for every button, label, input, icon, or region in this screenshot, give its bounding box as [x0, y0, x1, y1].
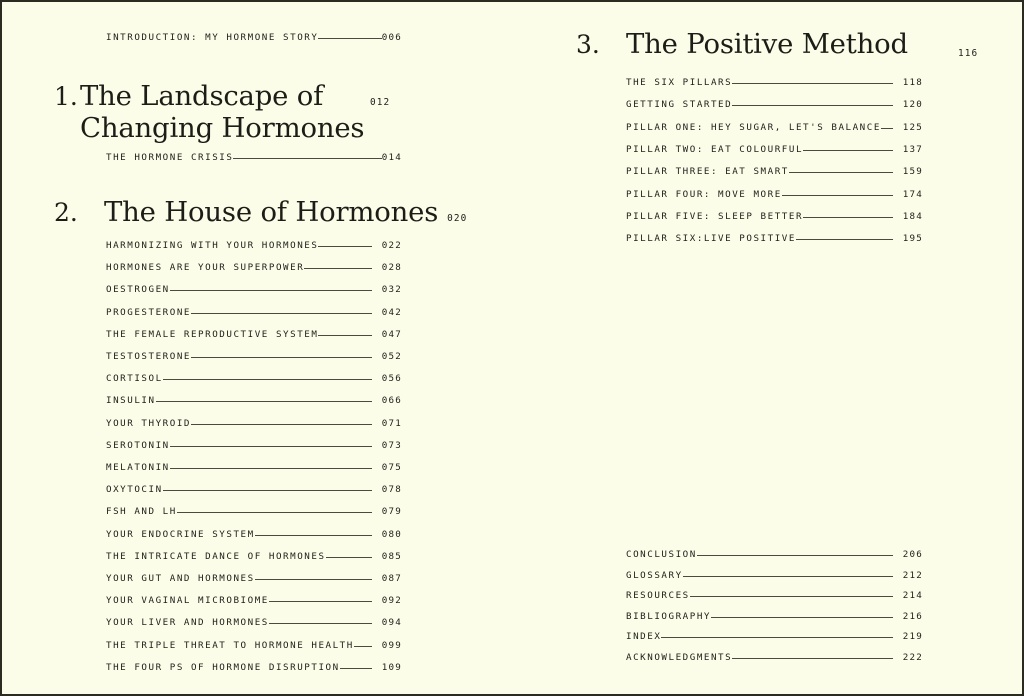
toc-entry[interactable]	[106, 373, 402, 384]
toc-entry[interactable]	[626, 652, 923, 663]
chapter-title	[80, 80, 370, 144]
leader-rule	[233, 158, 381, 159]
toc-entry-label: THE HORMONE CRISIS	[106, 152, 234, 163]
toc-entry-label: PILLAR FIVE: SLEEP BETTER	[626, 210, 804, 222]
toc-entry-page: 073	[381, 439, 402, 451]
toc-entry[interactable]	[106, 418, 402, 429]
toc-entry[interactable]	[106, 640, 402, 651]
toc-entry-label: YOUR VAGINAL MICROBIOME	[106, 595, 269, 607]
toc-entry[interactable]	[106, 506, 402, 517]
toc-entry-label: OESTROGEN	[106, 284, 170, 296]
toc-entry-page: 022	[381, 240, 402, 251]
leader-rule	[255, 535, 372, 536]
toc-entry[interactable]	[106, 573, 402, 584]
toc-entry-label: OXYTOCIN	[106, 484, 163, 496]
chapter-number: 1.	[54, 82, 78, 111]
toc-entry-page: 071	[381, 417, 402, 429]
toc-entry-page: 206	[902, 549, 923, 560]
leader-rule	[191, 313, 372, 314]
toc-entry-label: PILLAR THREE: EAT SMART	[626, 166, 789, 178]
toc-entry[interactable]	[106, 307, 402, 318]
toc-entry[interactable]	[106, 462, 402, 473]
toc-entry-label: YOUR ENDOCRINE SYSTEM	[106, 528, 255, 540]
toc-entry-label: BIBLIOGRAPHY	[626, 610, 711, 622]
toc-entry-label: THE SIX PILLARS	[626, 77, 733, 88]
toc-entry-page: 118	[902, 77, 923, 88]
toc-entry-page: 087	[381, 573, 402, 584]
toc-entry-label: CORTISOL	[106, 373, 163, 385]
toc-entry-label: ACKNOWLEDGMENTS	[626, 652, 733, 663]
toc-entry-introduction[interactable]	[106, 32, 402, 43]
toc-entry-label: GLOSSARY	[626, 569, 683, 581]
leader-rule	[255, 579, 372, 580]
chapter-page-number: 012	[370, 97, 391, 108]
chapter-page-number: 020	[447, 213, 468, 224]
toc-entry-label: SEROTONIN	[106, 439, 170, 451]
leader-rule	[796, 239, 893, 240]
toc-entry-page: 216	[902, 610, 923, 622]
toc-entry[interactable]	[106, 662, 402, 673]
leader-rule	[163, 490, 372, 491]
toc-entry-page: 137	[902, 143, 923, 155]
toc-entry-page: 066	[381, 395, 402, 407]
leader-rule	[318, 38, 381, 39]
chapter-number: 3.	[576, 30, 600, 59]
toc-entry[interactable]	[106, 284, 402, 295]
toc-entry-page: 214	[902, 590, 923, 602]
toc-entry[interactable]	[626, 99, 923, 110]
leader-rule	[156, 401, 372, 402]
leader-rule	[803, 217, 893, 218]
toc-entry-page: 075	[381, 462, 402, 473]
toc-entry-page: 092	[381, 595, 402, 607]
toc-entry-label: TESTOSTERONE	[106, 351, 191, 362]
toc-entry-label: THE INTRICATE DANCE OF HORMONES	[106, 550, 326, 562]
chapter-title: The Positive Method	[626, 28, 908, 60]
leader-rule	[803, 150, 893, 151]
toc-entry-label: THE FOUR PS OF HORMONE DISRUPTION	[106, 661, 340, 673]
toc-entry-label: RESOURCES	[626, 590, 690, 602]
toc-entry-page: 195	[902, 233, 923, 245]
toc-entry-label: PILLAR TWO: EAT COLOURFUL	[626, 143, 804, 155]
toc-entry-label: INDEX	[626, 631, 662, 643]
toc-spread	[2, 2, 1022, 694]
toc-entry[interactable]	[106, 440, 402, 451]
toc-entry-label: THE FEMALE REPRODUCTIVE SYSTEM	[106, 328, 319, 340]
toc-entry[interactable]	[626, 166, 923, 177]
toc-entry[interactable]	[626, 233, 923, 244]
toc-entry-label: YOUR GUT AND HORMONES	[106, 573, 255, 584]
toc-entry-page: 094	[381, 617, 402, 629]
toc-entry-page: 032	[381, 284, 402, 296]
toc-entry[interactable]	[626, 570, 923, 581]
toc-entry-label: MELATONIN	[106, 462, 170, 473]
toc-entry[interactable]	[626, 189, 923, 200]
leader-rule	[881, 128, 893, 129]
leader-rule	[732, 658, 893, 659]
leader-rule	[683, 576, 893, 577]
leader-rule	[661, 637, 893, 638]
chapter-number: 2.	[54, 198, 78, 227]
toc-entry-label: YOUR LIVER AND HORMONES	[106, 617, 269, 629]
chapter-heading-2[interactable]	[54, 196, 467, 228]
toc-entry[interactable]	[106, 617, 402, 628]
toc-entry-label: INTRODUCTION: MY HORMONE STORY	[106, 32, 319, 43]
leader-rule	[690, 596, 893, 597]
toc-entry-page: 120	[902, 99, 923, 111]
leader-rule	[318, 246, 372, 247]
leader-rule	[326, 557, 372, 558]
toc-entry-page: 056	[381, 373, 402, 385]
toc-entry-label: THE TRIPLE THREAT TO HORMONE HEALTH	[106, 639, 354, 651]
leader-rule	[170, 290, 372, 291]
toc-entry[interactable]	[106, 551, 402, 562]
toc-entry-page: 079	[381, 506, 402, 518]
toc-entry-page: 159	[902, 166, 923, 178]
toc-entry[interactable]	[626, 122, 923, 133]
toc-entry-page: 212	[902, 569, 923, 581]
toc-entry-page: 052	[381, 351, 402, 362]
toc-entry-page: 125	[902, 121, 923, 133]
chapter-title-line2: Changing Hormones	[80, 112, 365, 145]
leader-rule	[170, 446, 372, 447]
toc-entry-page: 014	[381, 152, 402, 163]
toc-entry-page: 184	[902, 210, 923, 222]
chapter-heading-3[interactable]	[576, 28, 979, 60]
toc-entry-page: 099	[381, 639, 402, 651]
toc-entry-page: 219	[902, 631, 923, 643]
toc-entry-page: 080	[381, 528, 402, 540]
toc-entry-page: 078	[381, 484, 402, 496]
toc-entry-page: 042	[381, 306, 402, 318]
leader-rule	[170, 468, 372, 469]
leader-rule	[340, 668, 372, 669]
toc-entry[interactable]	[626, 549, 923, 560]
toc-entry-page: 109	[381, 661, 402, 673]
toc-entry-label: PILLAR FOUR: MOVE MORE	[626, 188, 782, 200]
leader-rule	[732, 105, 893, 106]
leader-rule	[177, 512, 372, 513]
toc-entry[interactable]	[626, 211, 923, 222]
toc-entry-label: PILLAR ONE: HEY SUGAR, LET'S BALANCE	[626, 121, 881, 133]
toc-entry[interactable]	[626, 590, 923, 601]
leader-rule	[269, 623, 372, 624]
toc-entry[interactable]	[106, 329, 402, 340]
left-page-column	[2, 2, 514, 694]
toc-entry-label: HARMONIZING WITH YOUR HORMONES	[106, 240, 319, 251]
chapter-page-number: 116	[958, 48, 979, 59]
chapter-title: The House of Hormones	[104, 196, 439, 228]
leader-rule	[191, 424, 372, 425]
toc-entry[interactable]	[106, 395, 402, 406]
toc-entry[interactable]	[106, 240, 402, 251]
toc-entry-page: 085	[381, 550, 402, 562]
toc-entry-label: INSULIN	[106, 395, 156, 407]
leader-rule	[732, 83, 893, 84]
leader-rule	[191, 357, 372, 358]
toc-entry[interactable]	[106, 484, 402, 495]
toc-entry-label: PILLAR SIX:LIVE POSITIVE	[626, 233, 796, 245]
leader-rule	[711, 617, 893, 618]
leader-rule	[269, 601, 372, 602]
toc-entry-page: 006	[381, 32, 402, 43]
toc-entry-label: CONCLUSION	[626, 549, 697, 560]
toc-entry-page: 028	[381, 262, 402, 274]
toc-entry[interactable]	[106, 262, 402, 273]
toc-entry[interactable]	[626, 144, 923, 155]
toc-entry[interactable]	[106, 152, 402, 163]
toc-entry[interactable]	[106, 595, 402, 606]
leader-rule	[318, 335, 372, 336]
leader-rule	[782, 195, 893, 196]
toc-entry-page: 222	[902, 652, 923, 663]
toc-entry-page: 174	[902, 188, 923, 200]
toc-entry-label: YOUR THYROID	[106, 417, 191, 429]
toc-entry[interactable]	[626, 77, 923, 88]
toc-entry[interactable]	[106, 529, 402, 540]
chapter-title-line1: The Landscape of	[80, 80, 324, 112]
leader-rule	[697, 555, 893, 556]
leader-rule	[789, 172, 893, 173]
toc-entry[interactable]	[626, 631, 923, 642]
chapter-heading-1[interactable]	[54, 80, 390, 144]
toc-entry-label: GETTING STARTED	[626, 99, 733, 111]
toc-entry-label: FSH AND LH	[106, 506, 177, 518]
toc-entry[interactable]	[106, 351, 402, 362]
toc-page	[2, 2, 1022, 694]
leader-rule	[354, 646, 372, 647]
right-page-column	[514, 2, 1022, 694]
toc-entry-label: HORMONES ARE YOUR SUPERPOWER	[106, 262, 305, 274]
leader-rule	[304, 268, 372, 269]
toc-entry-page: 047	[381, 328, 402, 340]
toc-entry-label: PROGESTERONE	[106, 306, 191, 318]
leader-rule	[163, 379, 372, 380]
toc-entry[interactable]	[626, 611, 923, 622]
